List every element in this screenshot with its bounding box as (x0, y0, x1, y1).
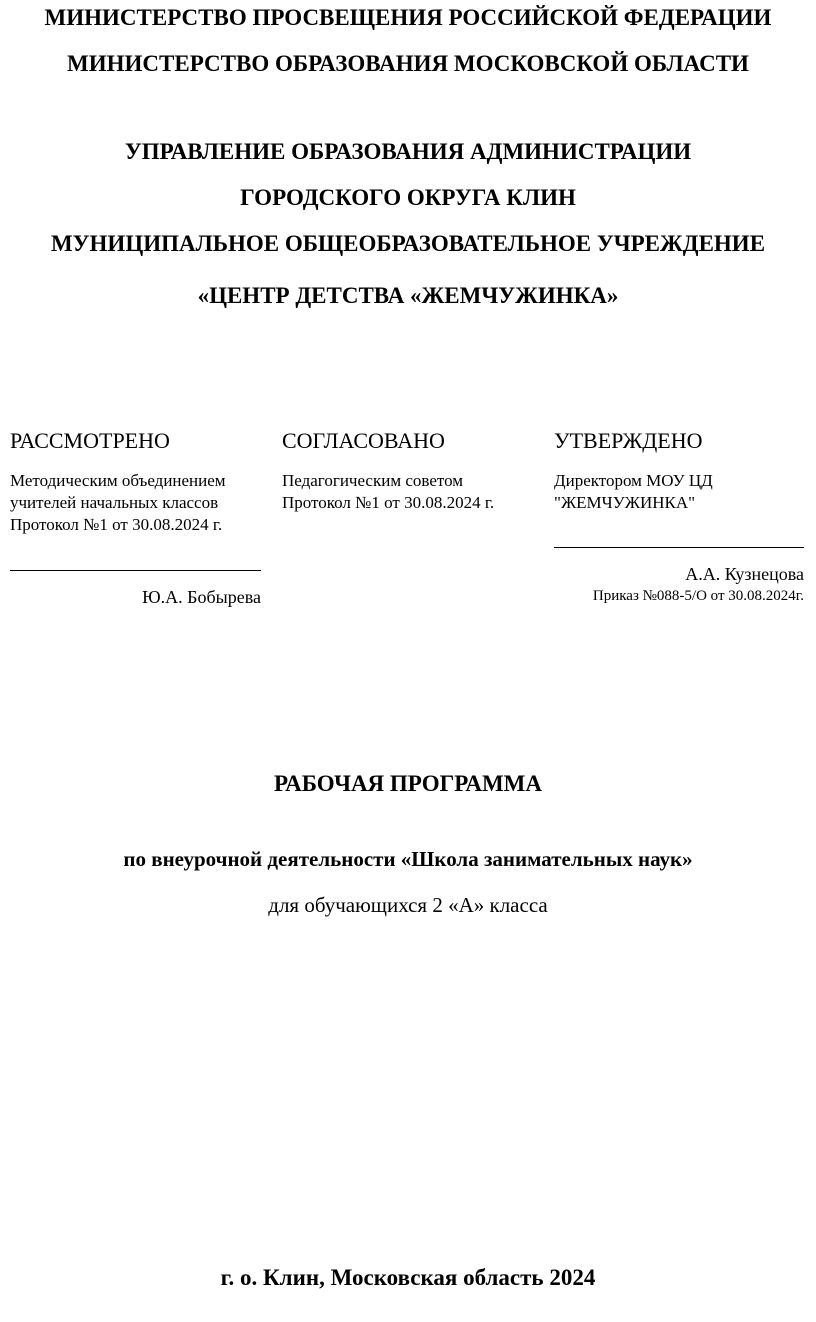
approved-signature-line (554, 547, 804, 548)
reviewed-signature-line (10, 570, 261, 571)
ministry-regional: МИНИСТЕРСТВО ОБРАЗОВАНИЯ МОСКОВСКОЙ ОБЛАСТИ (67, 51, 749, 76)
agreed-line-1: Педагогическим советом (282, 471, 463, 490)
footer-place: г. о. Клин, Московская область 2024 (220, 1265, 596, 1290)
program-subtitle: по внеурочной деятельности «Школа занимательных наук» (123, 847, 693, 871)
city-district: ГОРОДСКОГО ОКРУГА КЛИН (240, 185, 576, 210)
reviewed-title: РАССМОТРЕНО (10, 428, 170, 453)
agreed-title: СОГЛАСОВАНО (282, 428, 445, 453)
program-audience: для обучающихся 2 «А» класса (268, 893, 548, 917)
approved-line-2: "ЖЕМЧУЖИНКА" (554, 493, 696, 512)
approved-line-1: Директором МОУ ЦД (554, 471, 713, 490)
reviewed-line-1: Методическим объединением (10, 471, 226, 490)
agreed-line-2: Протокол №1 от 30.08.2024 г. (282, 493, 495, 512)
institution-name: «ЦЕНТР ДЕТСТВА «ЖЕМЧУЖИНКА» (197, 283, 619, 308)
education-department: УПРАВЛЕНИЕ ОБРАЗОВАНИЯ АДМИНИСТРАЦИИ (124, 139, 692, 164)
reviewed-signer: Ю.А. Бобырева (142, 587, 261, 607)
reviewed-line-2: учителей начальных классов (10, 493, 219, 512)
approved-signer: А.А. Кузнецова (685, 564, 804, 584)
ministry-federal: МИНИСТЕРСТВО ПРОСВЕЩЕНИЯ РОССИЙСКОЙ ФЕДЕРАЦИИ (44, 5, 772, 30)
reviewed-line-3: Протокол №1 от 30.08.2024 г. (10, 515, 223, 534)
institution-type: МУНИЦИПАЛЬНОЕ ОБЩЕОБРАЗОВАТЕЛЬНОЕ УЧРЕЖДЕНИЕ (50, 231, 766, 256)
approved-title: УТВЕРЖДЕНО (554, 428, 703, 453)
program-title: РАБОЧАЯ ПРОГРАММА (273, 771, 542, 796)
approved-order: Приказ №088-5/О от 30.08.2024г. (592, 588, 804, 604)
